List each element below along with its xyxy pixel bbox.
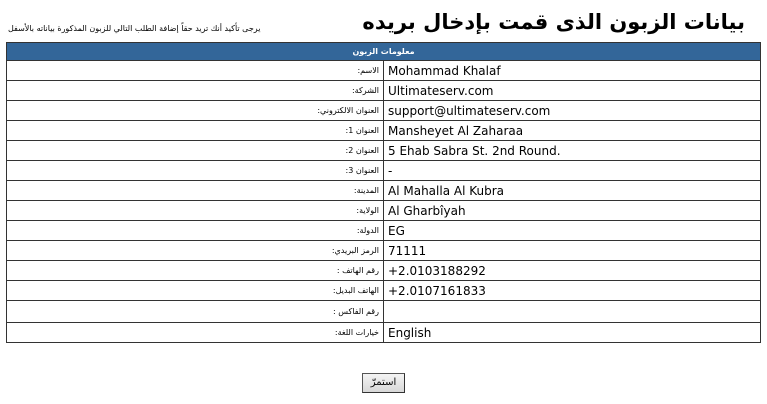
customer-info-header-row bbox=[7, 43, 761, 61]
company-label: الشركة: bbox=[7, 81, 384, 101]
address-3-value: - bbox=[384, 161, 761, 181]
customer-row-postal-code bbox=[7, 241, 761, 261]
customer-info-table bbox=[6, 42, 761, 343]
alt-phone-label: الهاتف البديل: bbox=[7, 281, 384, 301]
language-label: خيارات اللغة: bbox=[7, 323, 384, 343]
customer-info-header: معلومات الزبون bbox=[7, 43, 761, 61]
address-1-label: العنوان 1: bbox=[7, 121, 384, 141]
city-label: المدينة: bbox=[7, 181, 384, 201]
customer-row-name bbox=[7, 61, 761, 81]
phone-value: +2.0103188292 bbox=[384, 261, 761, 281]
address-1-value: Mansheyet Al Zaharaa bbox=[384, 121, 761, 141]
customer-row-email bbox=[7, 101, 761, 121]
customer-row-language bbox=[7, 323, 761, 343]
continue-button[interactable]: استمرّ bbox=[362, 373, 405, 393]
postal-code-label: الرمز البريدي: bbox=[7, 241, 384, 261]
fax-value bbox=[384, 301, 761, 323]
address-2-value: 5 Ehab Sabra St. 2nd Round. bbox=[384, 141, 761, 161]
email-label: العنوان الالكتروني: bbox=[7, 101, 384, 121]
phone-label: رقم الهاتف : bbox=[7, 261, 384, 281]
page-instruction: يرجى تأكيد أنك تريد حقاً إضافة الطلب التالي للزبون المذكورة بياناته بالأسفل bbox=[8, 24, 261, 33]
postal-code-value: 71111 bbox=[384, 241, 761, 261]
name-value: Mohammad Khalaf bbox=[384, 61, 761, 81]
customer-row-alt-phone bbox=[7, 281, 761, 301]
customer-row-address-2 bbox=[7, 141, 761, 161]
language-value: English bbox=[384, 323, 761, 343]
customer-row-address-3 bbox=[7, 161, 761, 181]
customer-row-fax bbox=[7, 301, 761, 323]
customer-row-company bbox=[7, 81, 761, 101]
alt-phone-value: +2.0107161833 bbox=[384, 281, 761, 301]
name-label: الاسم: bbox=[7, 61, 384, 81]
customer-row-phone bbox=[7, 261, 761, 281]
page-title: بيانات الزبون الذى قمت بإدخال بريده bbox=[362, 10, 745, 34]
country-value: EG bbox=[384, 221, 761, 241]
customer-row-city bbox=[7, 181, 761, 201]
customer-row-country bbox=[7, 221, 761, 241]
customer-row-address-1 bbox=[7, 121, 761, 141]
country-label: الدولة: bbox=[7, 221, 384, 241]
fax-label: رقم الفاكس : bbox=[7, 301, 384, 323]
city-value: Al Mahalla Al Kubra bbox=[384, 181, 761, 201]
customer-row-state bbox=[7, 201, 761, 221]
address-2-label: العنوان 2: bbox=[7, 141, 384, 161]
email-value: support@ultimateserv.com bbox=[384, 101, 761, 121]
state-value: Al Gharbîyah bbox=[384, 201, 761, 221]
company-value: Ultimateserv.com bbox=[384, 81, 761, 101]
state-label: الولاية: bbox=[7, 201, 384, 221]
address-3-label: العنوان 3: bbox=[7, 161, 384, 181]
